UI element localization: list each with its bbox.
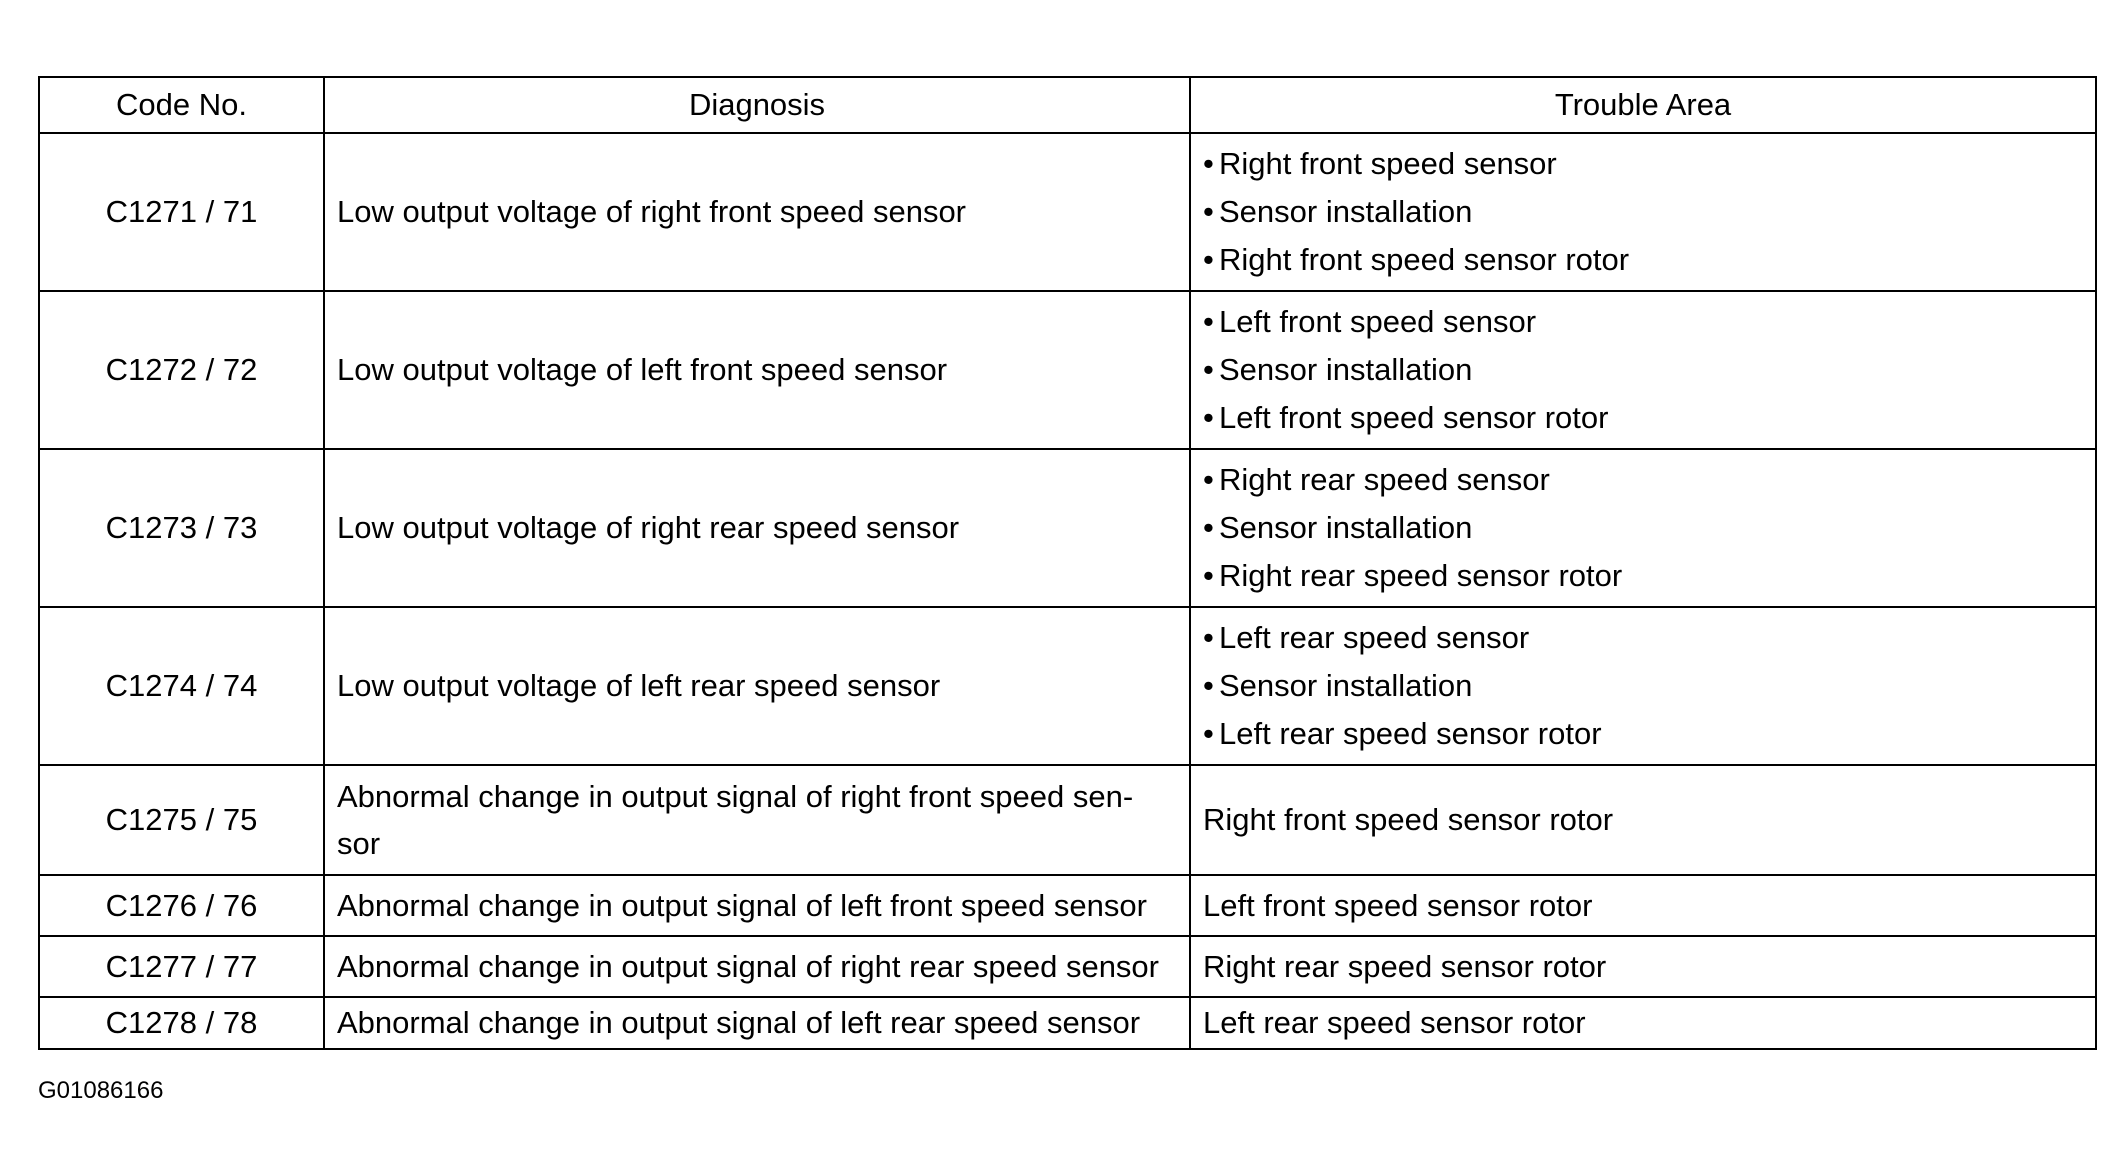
trouble-area-item xyxy=(1203,394,2083,442)
trouble-area-item xyxy=(1203,188,2083,236)
trouble-area-text: Sensor installation xyxy=(1219,352,1473,387)
trouble-area-item xyxy=(1203,710,2083,758)
trouble-area-text: Right rear speed sensor xyxy=(1219,462,1550,497)
trouble-area-item xyxy=(1203,456,2083,504)
bullet-icon: • xyxy=(1203,352,1214,387)
trouble-area-list xyxy=(1203,456,2083,600)
bullet-icon: • xyxy=(1203,462,1214,497)
bullet-icon: • xyxy=(1203,194,1214,229)
trouble-area-item xyxy=(1203,552,2083,600)
code-cell: C1273 / 73 xyxy=(39,449,324,607)
code-cell: C1274 / 74 xyxy=(39,607,324,765)
bullet-icon: • xyxy=(1203,668,1214,703)
trouble-area-cell: Left front speed sensor rotor xyxy=(1190,875,2096,936)
diagnosis-cell: Low output voltage of right rear speed sensor xyxy=(324,449,1190,607)
header-trouble-area: Trouble Area xyxy=(1190,77,2096,133)
diagnosis-cell: Abnormal change in output signal of left front speed sensor xyxy=(324,875,1190,936)
figure-id: G01086166 xyxy=(38,1077,164,1104)
trouble-area-text: Sensor installation xyxy=(1219,510,1473,545)
bullet-icon: • xyxy=(1203,400,1214,435)
trouble-area-item xyxy=(1203,662,2083,710)
table-row xyxy=(39,997,2096,1049)
trouble-area-cell: Right front speed sensor rotor xyxy=(1190,765,2096,875)
trouble-area-item xyxy=(1203,346,2083,394)
trouble-area-cell: Right rear speed sensor rotor xyxy=(1190,936,2096,997)
trouble-area-text: Left rear speed sensor xyxy=(1219,620,1530,655)
table-header-row xyxy=(39,77,2096,133)
code-cell: C1277 / 77 xyxy=(39,936,324,997)
trouble-area-item xyxy=(1203,614,2083,662)
diagnosis-cell: Abnormal change in output signal of right rear speed sensor xyxy=(324,936,1190,997)
code-cell: C1276 / 76 xyxy=(39,875,324,936)
table-row xyxy=(39,875,2096,936)
trouble-area-text: Sensor installation xyxy=(1219,668,1473,703)
diagnosis-cell: Low output voltage of left rear speed sensor xyxy=(324,607,1190,765)
diagnostic-code-table xyxy=(38,76,2097,1050)
trouble-area-cell xyxy=(1190,449,2096,607)
bullet-icon: • xyxy=(1203,510,1214,545)
bullet-icon: • xyxy=(1203,304,1214,339)
table-row xyxy=(39,291,2096,449)
diagnosis-cell: Low output voltage of right front speed sensor xyxy=(324,133,1190,291)
code-cell: C1271 / 71 xyxy=(39,133,324,291)
bullet-icon: • xyxy=(1203,242,1214,277)
trouble-area-text: Left rear speed sensor rotor xyxy=(1219,716,1602,751)
trouble-area-item xyxy=(1203,236,2083,284)
trouble-area-text: Sensor installation xyxy=(1219,194,1473,229)
table-row xyxy=(39,765,2096,875)
trouble-area-item xyxy=(1203,140,2083,188)
diagnosis-cell: Abnormal change in output signal of right front speed sen- sor xyxy=(324,765,1190,875)
trouble-area-text: Right front speed sensor rotor xyxy=(1219,242,1630,277)
trouble-area-list xyxy=(1203,614,2083,758)
table-row xyxy=(39,936,2096,997)
trouble-area-item xyxy=(1203,298,2083,346)
trouble-area-cell xyxy=(1190,291,2096,449)
trouble-area-list xyxy=(1203,298,2083,442)
trouble-area-cell xyxy=(1190,607,2096,765)
header-code-no: Code No. xyxy=(39,77,324,133)
bullet-icon: • xyxy=(1203,620,1214,655)
code-cell: C1272 / 72 xyxy=(39,291,324,449)
table-row xyxy=(39,607,2096,765)
trouble-area-list xyxy=(1203,140,2083,284)
trouble-area-item xyxy=(1203,504,2083,552)
bullet-icon: • xyxy=(1203,146,1214,181)
bullet-icon: • xyxy=(1203,558,1214,593)
bullet-icon: • xyxy=(1203,716,1214,751)
code-cell: C1278 / 78 xyxy=(39,997,324,1049)
header-diagnosis: Diagnosis xyxy=(324,77,1190,133)
diagnosis-cell: Low output voltage of left front speed sensor xyxy=(324,291,1190,449)
table-row xyxy=(39,449,2096,607)
trouble-area-cell xyxy=(1190,133,2096,291)
trouble-area-text: Left front speed sensor xyxy=(1219,304,1537,339)
diagnosis-cell: Abnormal change in output signal of left rear speed sensor xyxy=(324,997,1190,1049)
code-cell: C1275 / 75 xyxy=(39,765,324,875)
trouble-area-cell: Left rear speed sensor rotor xyxy=(1190,997,2096,1049)
table-row xyxy=(39,133,2096,291)
trouble-area-text: Right front speed sensor xyxy=(1219,146,1557,181)
trouble-area-text: Left front speed sensor rotor xyxy=(1219,400,1609,435)
trouble-area-text: Right rear speed sensor rotor xyxy=(1219,558,1623,593)
